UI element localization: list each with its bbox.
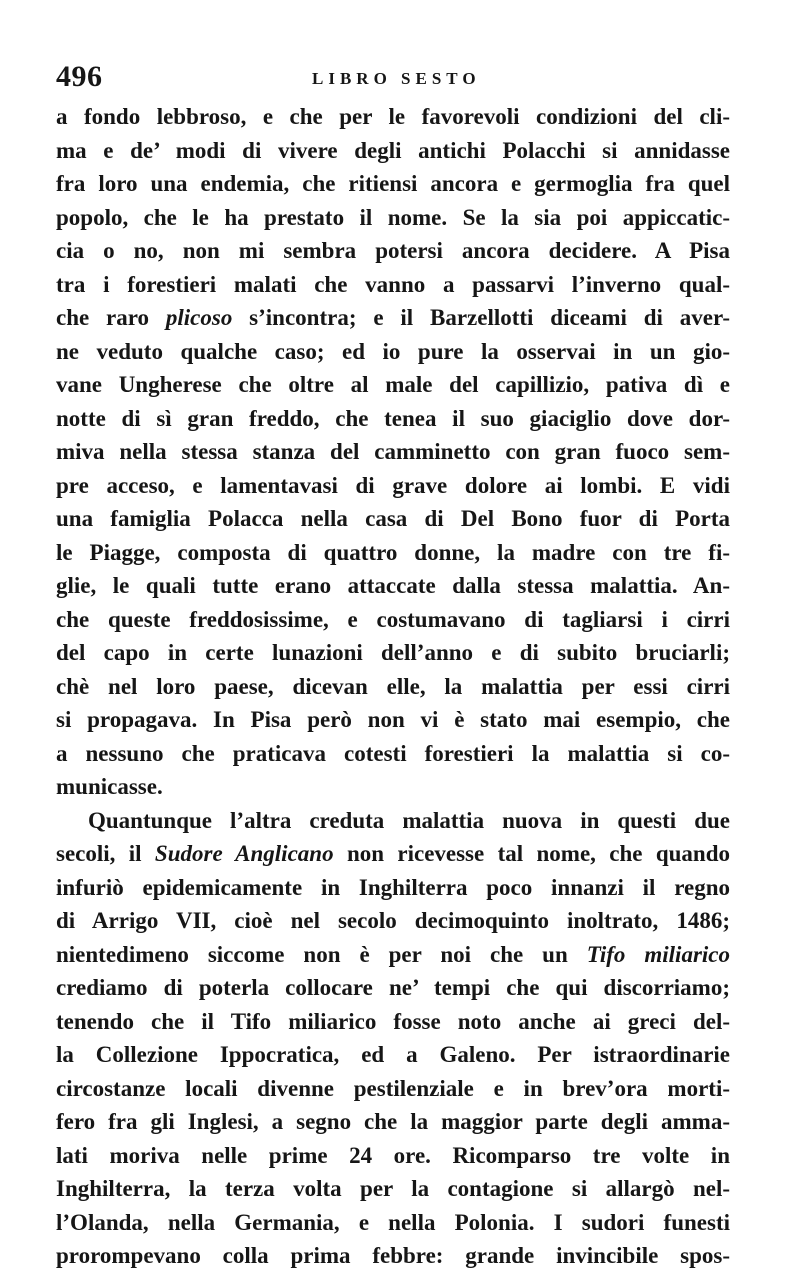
text-line: di Arrigo VII, cioè nel secolo decimoquinto inoltrato, 1486;: [56, 908, 730, 933]
page-header: [56, 60, 746, 100]
text-line: fra loro una endemia, che ritiensi ancora e germoglia fra quel: [56, 171, 730, 196]
running-title: LIBRO SESTO: [312, 69, 481, 88]
body-text: [56, 100, 730, 1273]
text-line: miva nella stessa stanza del camminetto con gran fuoco sem-: [56, 439, 730, 464]
text-line: del capo in certe lunazioni dell’anno e di subito bruciarli;: [56, 640, 730, 665]
text-line: glie, le quali tutte erano attaccate dalla stessa malattia. An-: [56, 573, 730, 598]
text-line: una famiglia Polacca nella casa di Del Bono fuor di Porta: [56, 506, 730, 531]
text-line: a nessuno che praticava cotesti forestieri la malattia si co-: [56, 740, 730, 766]
text-line: tenendo che il Tifo miliarico fosse noto anche ai greci del-: [56, 1008, 730, 1034]
text-line: lati moriva nelle prime 24 ore. Ricomparso tre volte in: [56, 1142, 730, 1168]
text-line: che raro plicoso s’incontra; e il Barzellotti diceami di aver-: [56, 305, 730, 330]
text-line: a fondo lebbroso, e che per le favorevoli condizioni del cli-: [56, 104, 730, 129]
text-line: tra i forestieri malati che vanno a passarvi l’inverno qual-: [56, 271, 730, 297]
text-line: vane Ungherese che oltre al male del capillizio, pativa dì e: [56, 372, 730, 397]
text-line: cia o no, non mi sembra potersi ancora decidere. A Pisa: [56, 238, 730, 263]
text-line: ne veduto qualche caso; ed io pure la osservai in un gio-: [56, 338, 730, 364]
text-line: la Collezione Ippocratica, ed a Galeno. Per istraordinarie: [56, 1042, 730, 1067]
text-line: chè nel loro paese, dicevan elle, la malattia per essi cirri: [56, 673, 730, 699]
text-line: si propagava. In Pisa però non vi è stato mai esempio, che: [56, 707, 730, 732]
text-line: secoli, il Sudore Anglicano non ricevesse tal nome, che quando: [56, 841, 730, 866]
text-line: infuriò epidemicamente in Inghilterra poco innanzi il regno: [56, 874, 730, 900]
text-line: Quantunque l’altra creduta malattia nuova in questi due: [88, 807, 730, 833]
text-line: crediamo di poterla collocare ne’ tempi che qui discorriamo;: [56, 975, 730, 1000]
text-line: Inghilterra, la terza volta per la contagione si allargò nel-: [56, 1176, 730, 1201]
text-line: che queste freddosissime, e costumavano di tagliarsi i cirri: [56, 606, 730, 632]
text-line: ma e de’ modi di vivere degli antichi Polacchi si annidasse: [56, 137, 730, 163]
text-line: notte di sì gran freddo, che tenea il suo giaciglio dove dor-: [56, 405, 730, 431]
text-line: l’Olanda, nella Germania, e nella Polonia. I sudori funesti: [56, 1209, 730, 1235]
text-line: circostanze locali divenne pestilenziale e in brev’ora morti-: [56, 1075, 730, 1101]
text-line: pre acceso, e lamentavasi di grave dolore ai lombi. E vidi: [56, 472, 730, 498]
text-line: nientedimeno siccome non è per noi che un Tifo miliarico: [56, 941, 730, 967]
text-line: prorompevano colla prima febbre: grande invincibile spos-: [56, 1243, 730, 1268]
text-line: municasse.: [56, 774, 163, 799]
text-line: popolo, che le ha prestato il nome. Se la sia poi appiccatic-: [56, 204, 730, 230]
text-line: le Piagge, composta di quattro donne, la madre con tre fi-: [56, 539, 730, 565]
text-line: fero fra gli Inglesi, a segno che la maggior parte degli amma-: [56, 1109, 730, 1134]
page-number: 496: [56, 60, 103, 93]
